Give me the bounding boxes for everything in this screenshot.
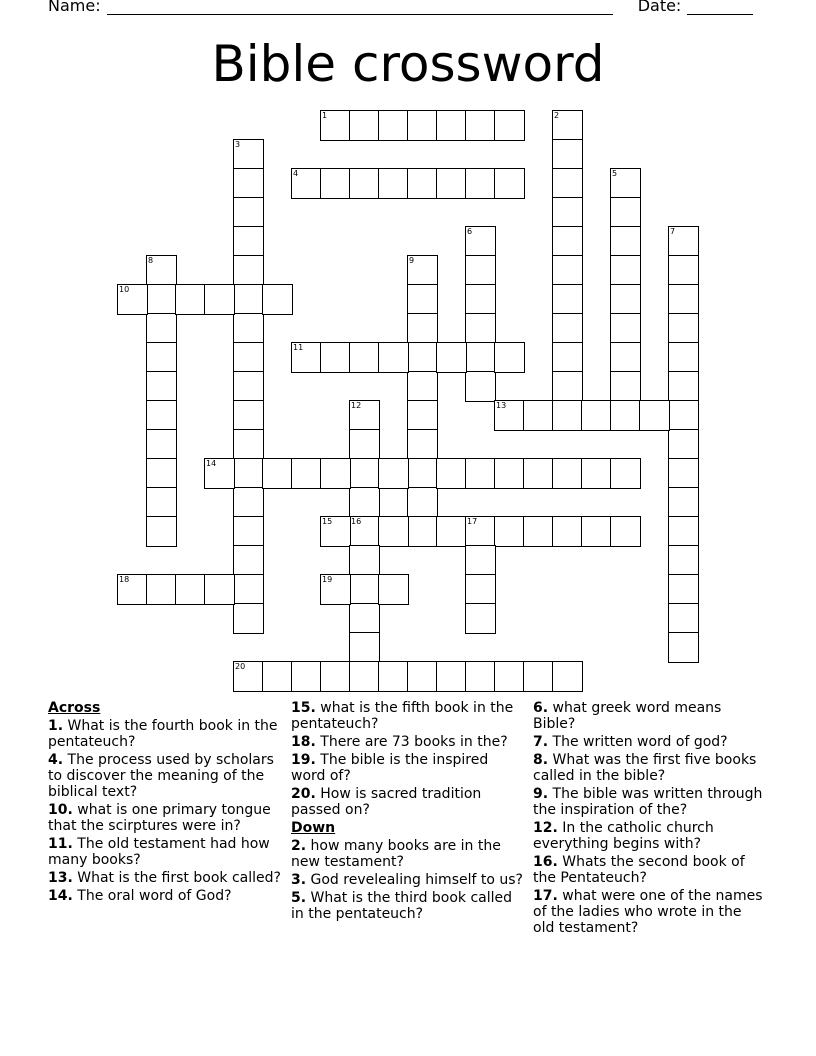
grid-cell[interactable] [233, 139, 264, 170]
grid-cell[interactable] [378, 516, 409, 547]
clue-text: What was the first five books called in the bible? [533, 752, 757, 784]
grid-cell[interactable] [233, 429, 264, 460]
grid-cell[interactable] [465, 342, 496, 373]
down-clues-list-1 [291, 838, 523, 922]
grid-cell[interactable] [378, 574, 409, 605]
grid-cell[interactable] [146, 400, 177, 431]
clue-text: The bible is the inspired word of? [291, 752, 489, 784]
clue [291, 734, 523, 750]
grid-cell[interactable] [146, 313, 177, 344]
clue-text: There are 73 books in the? [315, 734, 508, 750]
grid-cell[interactable] [552, 110, 583, 141]
grid-cell[interactable] [146, 429, 177, 460]
grid-cell[interactable] [610, 197, 641, 228]
clue-number: 20 [235, 662, 246, 671]
grid-cell[interactable] [494, 458, 525, 489]
grid-cell[interactable] [146, 487, 177, 518]
grid-cell[interactable] [175, 284, 206, 315]
clue-number: 6. [533, 700, 549, 716]
grid-cell[interactable] [233, 342, 264, 373]
grid-cell[interactable] [233, 168, 264, 199]
clue-text: God revelealing himself to us? [306, 872, 523, 888]
grid-cell[interactable] [378, 661, 409, 692]
grid-cell[interactable] [233, 458, 264, 489]
grid-cell[interactable] [465, 284, 496, 315]
grid-cell[interactable] [668, 342, 699, 373]
grid-cell[interactable] [581, 400, 612, 431]
clue [48, 870, 284, 886]
clue-number: 17 [467, 517, 478, 526]
grid-cell[interactable] [233, 545, 264, 576]
clue-number: 9. [533, 786, 549, 802]
grid-cell[interactable] [291, 168, 322, 199]
grid-cell[interactable] [233, 400, 264, 431]
grid-cell[interactable] [320, 342, 351, 373]
clue-number: 5 [612, 169, 618, 178]
grid-cell[interactable] [552, 255, 583, 286]
grid-cell[interactable] [407, 168, 438, 199]
grid-cell[interactable] [552, 516, 583, 547]
grid-cell[interactable] [668, 574, 699, 605]
grid-cell[interactable] [233, 487, 264, 518]
grid-cell[interactable] [175, 574, 206, 605]
grid-cell[interactable] [146, 516, 177, 547]
grid-cell[interactable] [552, 371, 583, 402]
grid-cell[interactable] [639, 400, 670, 431]
grid-cell[interactable] [320, 168, 351, 199]
grid-cell[interactable] [668, 255, 699, 286]
grid-cell[interactable] [204, 574, 235, 605]
grid-cell[interactable] [465, 545, 496, 576]
grid-cell[interactable] [349, 168, 380, 199]
grid-cell[interactable] [465, 458, 496, 489]
clue-number: 13 [496, 401, 507, 410]
grid-cell[interactable] [668, 603, 699, 634]
clue [533, 854, 765, 886]
grid-cell[interactable] [320, 110, 351, 141]
grid-cell[interactable] [552, 168, 583, 199]
across-heading: Across [48, 700, 101, 716]
grid-cell[interactable] [436, 661, 467, 692]
grid-cell[interactable] [494, 168, 525, 199]
grid-cell[interactable] [668, 313, 699, 344]
grid-cell[interactable] [668, 545, 699, 576]
grid-cell[interactable] [552, 400, 583, 431]
grid-cell[interactable] [581, 458, 612, 489]
clue [533, 700, 765, 732]
clue-text: Whats the second book of the Pentateuch? [533, 854, 745, 886]
grid-cell[interactable] [233, 226, 264, 257]
clue [291, 752, 523, 784]
clue-number: 19. [291, 752, 316, 768]
grid-cell[interactable] [233, 574, 264, 605]
grid-cell[interactable] [407, 342, 438, 373]
grid-cell[interactable] [146, 255, 177, 286]
clue [291, 700, 523, 732]
grid-cell[interactable] [668, 284, 699, 315]
grid-cell[interactable] [349, 661, 380, 692]
grid-cell[interactable] [233, 197, 264, 228]
grid-cell[interactable] [349, 545, 380, 576]
grid-cell[interactable] [436, 458, 467, 489]
clue-text: what is the fifth book in the pentateuch? [291, 700, 514, 732]
grid-cell[interactable] [668, 458, 699, 489]
clue-number: 8. [533, 752, 549, 768]
grid-cell[interactable] [494, 516, 525, 547]
grid-cell[interactable] [494, 661, 525, 692]
grid-cell[interactable] [610, 313, 641, 344]
clue-number: 18 [119, 575, 130, 584]
grid-cell[interactable] [320, 458, 351, 489]
clue-number: 6 [467, 227, 473, 236]
grid-cell[interactable] [378, 342, 409, 373]
grid-cell[interactable] [465, 168, 496, 199]
clue [48, 836, 284, 868]
grid-cell[interactable] [465, 371, 496, 402]
grid-cell[interactable] [378, 458, 409, 489]
grid-cell[interactable] [407, 284, 438, 315]
grid-cell[interactable] [523, 400, 554, 431]
grid-cell[interactable] [349, 458, 380, 489]
grid-cell[interactable] [668, 487, 699, 518]
grid-cell[interactable] [552, 342, 583, 373]
grid-cell[interactable] [146, 574, 177, 605]
grid-cell[interactable] [262, 458, 293, 489]
grid-cell[interactable] [552, 226, 583, 257]
grid-cell[interactable] [668, 516, 699, 547]
grid-cell[interactable] [262, 284, 293, 315]
grid-cell[interactable] [291, 661, 322, 692]
clue-number: 20. [291, 786, 316, 802]
grid-cell[interactable] [610, 168, 641, 199]
clue-number: 11. [48, 836, 73, 852]
grid-cell[interactable] [349, 400, 380, 431]
grid-cell[interactable] [233, 371, 264, 402]
grid-cell[interactable] [407, 661, 438, 692]
grid-cell[interactable] [407, 400, 438, 431]
clue [533, 752, 765, 784]
clue-text: How is sacred tradition passed on? [291, 786, 482, 818]
grid-cell[interactable] [407, 371, 438, 402]
clue [48, 718, 284, 750]
clue-number: 3 [235, 140, 241, 149]
clue-number: 14 [206, 459, 217, 468]
grid-cell[interactable] [610, 255, 641, 286]
clue-number: 8 [148, 256, 154, 265]
grid-cell[interactable] [552, 139, 583, 170]
clue-number: 18. [291, 734, 316, 750]
grid-cell[interactable] [233, 661, 264, 692]
grid-cell[interactable] [349, 632, 380, 663]
clue-text: The old testament had how many books? [48, 836, 270, 868]
clue [533, 888, 765, 936]
clue [291, 838, 523, 870]
clue-number: 12 [351, 401, 362, 410]
grid-cell[interactable] [407, 516, 438, 547]
across-clues-list-1 [48, 718, 284, 904]
grid-cell[interactable] [581, 516, 612, 547]
clue-number: 10 [119, 285, 130, 294]
clue-text: The bible was written through the inspiration of the? [533, 786, 763, 818]
clues-column-2 [291, 700, 523, 924]
across-clues-list-2 [291, 700, 523, 818]
grid-cell[interactable] [610, 342, 641, 373]
grid-cell[interactable] [233, 603, 264, 634]
grid-cell[interactable] [233, 313, 264, 344]
grid-cell[interactable] [668, 371, 699, 402]
clue [533, 820, 765, 852]
grid-cell[interactable] [349, 487, 380, 518]
clue [533, 734, 765, 750]
clue-text: What is the fourth book in the pentateuch? [48, 718, 278, 750]
grid-cell[interactable] [552, 458, 583, 489]
clue [533, 786, 765, 818]
grid-cell[interactable] [349, 110, 380, 141]
page-title: Bible crossword [211, 35, 605, 93]
clue-number: 17. [533, 888, 558, 904]
grid-cell[interactable] [610, 284, 641, 315]
clue-number: 16 [351, 517, 362, 526]
grid-cell[interactable] [610, 400, 641, 431]
grid-cell[interactable] [204, 458, 235, 489]
clue-number: 2. [291, 838, 307, 854]
grid-cell[interactable] [465, 603, 496, 634]
down-heading: Down [291, 820, 336, 836]
grid-cell[interactable] [204, 284, 235, 315]
grid-cell[interactable] [117, 284, 148, 315]
grid-cell[interactable] [320, 661, 351, 692]
grid-cell[interactable] [349, 603, 380, 634]
grid-cell[interactable] [320, 574, 351, 605]
grid-cell[interactable] [146, 284, 177, 315]
grid-cell[interactable] [668, 632, 699, 663]
clue [291, 890, 523, 922]
grid-cell[interactable] [291, 458, 322, 489]
clue-text: What is the third book called in the pentateuch? [291, 890, 513, 922]
grid-cell[interactable] [378, 110, 409, 141]
down-clues-list-2 [533, 700, 765, 936]
clue-text: what greek word means Bible? [533, 700, 722, 732]
clue [48, 802, 284, 834]
grid-cell[interactable] [552, 661, 583, 692]
grid-cell[interactable] [349, 342, 380, 373]
clue-number: 7. [533, 734, 549, 750]
grid-cell[interactable] [233, 255, 264, 286]
grid-cell[interactable] [407, 255, 438, 286]
grid-cell[interactable] [146, 342, 177, 373]
grid-cell[interactable] [146, 458, 177, 489]
clue [291, 786, 523, 818]
clue-number: 1. [48, 718, 64, 734]
grid-cell[interactable] [494, 110, 525, 141]
grid-cell[interactable] [407, 110, 438, 141]
grid-cell[interactable] [494, 400, 525, 431]
clue-number: 11 [293, 343, 304, 352]
clue-text: The process used by scholars to discover the meaning of the biblical text? [48, 752, 274, 800]
grid-cell[interactable] [378, 168, 409, 199]
clue-number: 3. [291, 872, 307, 888]
grid-cell[interactable] [668, 429, 699, 460]
clue-number: 19 [322, 575, 333, 584]
grid-cell[interactable] [465, 313, 496, 344]
grid-cell[interactable] [610, 458, 641, 489]
clue-number: 4 [293, 169, 299, 178]
grid-cell[interactable] [465, 661, 496, 692]
grid-cell[interactable] [407, 429, 438, 460]
grid-cell[interactable] [291, 342, 322, 373]
grid-cell[interactable] [262, 661, 293, 692]
grid-cell[interactable] [523, 661, 554, 692]
clue [48, 752, 284, 800]
name-label: Name: [48, 0, 101, 15]
grid-cell[interactable] [436, 516, 467, 547]
grid-cell[interactable] [552, 284, 583, 315]
grid-cell[interactable] [233, 516, 264, 547]
clue-number: 7 [670, 227, 676, 236]
grid-cell[interactable] [552, 313, 583, 344]
grid-cell[interactable] [349, 574, 380, 605]
grid-cell[interactable] [407, 313, 438, 344]
clue-number: 15. [291, 700, 316, 716]
clue-text: The written word of god? [548, 734, 728, 750]
clue-number: 13. [48, 870, 73, 886]
grid-cell[interactable] [233, 284, 264, 315]
grid-cell[interactable] [407, 487, 438, 518]
clue-number: 9 [409, 256, 415, 265]
grid-cell[interactable] [117, 574, 148, 605]
clue-text: The oral word of God? [72, 888, 232, 904]
clue-number: 14. [48, 888, 73, 904]
clue [48, 888, 284, 904]
clue-text: what were one of the names of the ladies who wrote in the old testament? [533, 888, 763, 936]
clue-number: 4. [48, 752, 64, 768]
grid-cell[interactable] [465, 574, 496, 605]
clue-text: what is one primary tongue that the scirptures were in? [48, 802, 271, 834]
clue [291, 872, 523, 888]
grid-cell[interactable] [610, 226, 641, 257]
clue-number: 15 [322, 517, 333, 526]
grid-cell[interactable] [407, 458, 438, 489]
grid-cell[interactable] [465, 255, 496, 286]
date-label: Date: [637, 0, 682, 15]
clue-number: 10. [48, 802, 73, 818]
grid-cell[interactable] [436, 168, 467, 199]
clue-number: 2 [554, 111, 560, 120]
grid-cell[interactable] [610, 516, 641, 547]
grid-cell[interactable] [349, 516, 380, 547]
grid-cell[interactable] [523, 458, 554, 489]
grid-cell[interactable] [494, 342, 525, 373]
grid-cell[interactable] [523, 516, 554, 547]
grid-cell[interactable] [146, 371, 177, 402]
clue-text: In the catholic church everything begins with? [533, 820, 714, 852]
clues-column-3 [533, 700, 765, 938]
clue-number: 5. [291, 890, 307, 906]
grid-cell[interactable] [552, 197, 583, 228]
clue-number: 1 [322, 111, 328, 120]
grid-cell[interactable] [668, 400, 699, 431]
clues-column-1 [48, 700, 284, 906]
grid-cell[interactable] [436, 110, 467, 141]
grid-cell[interactable] [349, 429, 380, 460]
clue-text: how many books are in the new testament? [291, 838, 501, 870]
clue-number: 12. [533, 820, 558, 836]
clue-number: 16. [533, 854, 558, 870]
grid-cell[interactable] [465, 226, 496, 257]
grid-cell[interactable] [320, 516, 351, 547]
clue-text: What is the first book called? [72, 870, 281, 886]
grid-cell[interactable] [465, 516, 496, 547]
grid-cell[interactable] [610, 371, 641, 402]
grid-cell[interactable] [668, 226, 699, 257]
grid-cell[interactable] [465, 110, 496, 141]
grid-cell[interactable] [436, 342, 467, 373]
